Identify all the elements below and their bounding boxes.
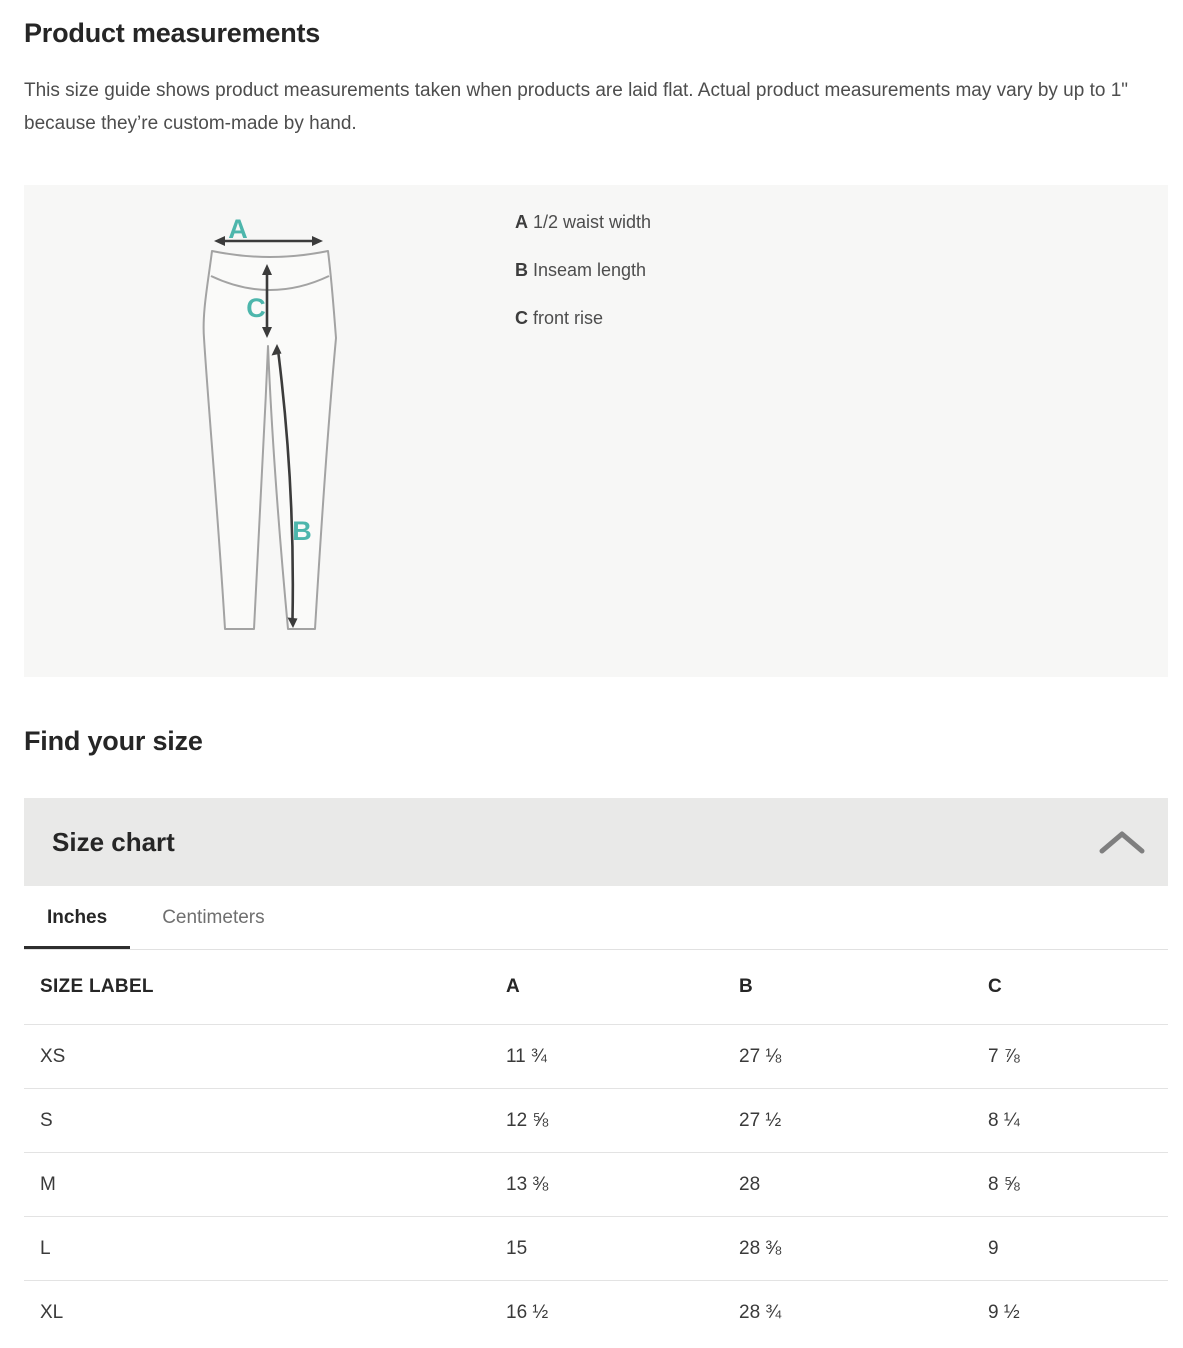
value-a: 16 ½ [506, 1301, 549, 1323]
size-guide-description: This size guide shows product measurements taken when products are laid flat. Actual product measurements may vary by up to 1" because they’re custom-made by hand. [24, 80, 1129, 134]
tab-inches[interactable]: Inches [24, 886, 130, 949]
value-a: 12 ⅝ [506, 1109, 549, 1131]
value-a: 13 ⅜ [506, 1173, 549, 1195]
size-chart-table [24, 950, 1168, 1344]
legend-key-b: B [515, 260, 528, 280]
column-header-a: A [506, 976, 521, 997]
diagram-label-c: C [246, 293, 266, 323]
size-label: S [40, 1109, 53, 1131]
value-a: 11 ¾ [506, 1045, 547, 1067]
value-c: 8 ¼ [988, 1109, 1020, 1131]
value-b: 28 ⅜ [739, 1237, 782, 1259]
size-label: M [40, 1173, 56, 1195]
legend-text-b: Inseam length [533, 260, 647, 280]
leggings-measurement-diagram [180, 213, 350, 645]
legend-text-c: front rise [533, 308, 604, 328]
size-label: L [40, 1237, 51, 1259]
value-b: 27 ⅛ [739, 1045, 782, 1067]
find-your-size-title: Find your size [24, 726, 203, 756]
size-label: XL [40, 1301, 64, 1323]
diagram-label-b: B [292, 516, 312, 546]
table-row-s [24, 1088, 1168, 1152]
legend-item-a [515, 212, 651, 232]
table-header-row [24, 950, 1168, 1024]
value-c: 8 ⅝ [988, 1173, 1020, 1195]
legend-key-a: A [515, 212, 528, 232]
page-title: Product measurements [24, 18, 321, 48]
table-row-l [24, 1216, 1168, 1280]
size-label: XS [40, 1045, 66, 1067]
column-header-size-label: SIZE LABEL [40, 976, 154, 997]
leggings-outline [204, 251, 336, 629]
size-chart-title: Size chart [52, 826, 175, 857]
size-chart-accordion-header[interactable] [24, 798, 1168, 886]
tab-centimeters[interactable]: Centimeters [139, 886, 287, 949]
value-b: 28 [739, 1173, 761, 1195]
legend-item-b [515, 260, 651, 280]
column-header-c: C [988, 976, 1003, 997]
diagram-legend [515, 212, 651, 356]
value-b: 27 ½ [739, 1109, 782, 1131]
value-c: 9 [988, 1237, 999, 1259]
legend-key-c: C [515, 308, 528, 328]
value-c: 9 ½ [988, 1301, 1020, 1323]
value-c: 7 ⅞ [988, 1045, 1020, 1067]
legend-text-a: 1/2 waist width [533, 212, 652, 232]
measurement-diagram-panel [24, 185, 1168, 677]
chevron-up-icon[interactable] [1099, 829, 1145, 855]
column-header-b: B [739, 976, 754, 997]
table-row-xl [24, 1280, 1168, 1344]
value-a: 15 [506, 1237, 528, 1259]
table-row-xs [24, 1024, 1168, 1088]
units-tabs [24, 886, 1168, 950]
value-b: 28 ¾ [739, 1301, 782, 1323]
legend-item-c [515, 308, 651, 328]
diagram-label-a: A [228, 214, 248, 244]
table-row-m [24, 1152, 1168, 1216]
